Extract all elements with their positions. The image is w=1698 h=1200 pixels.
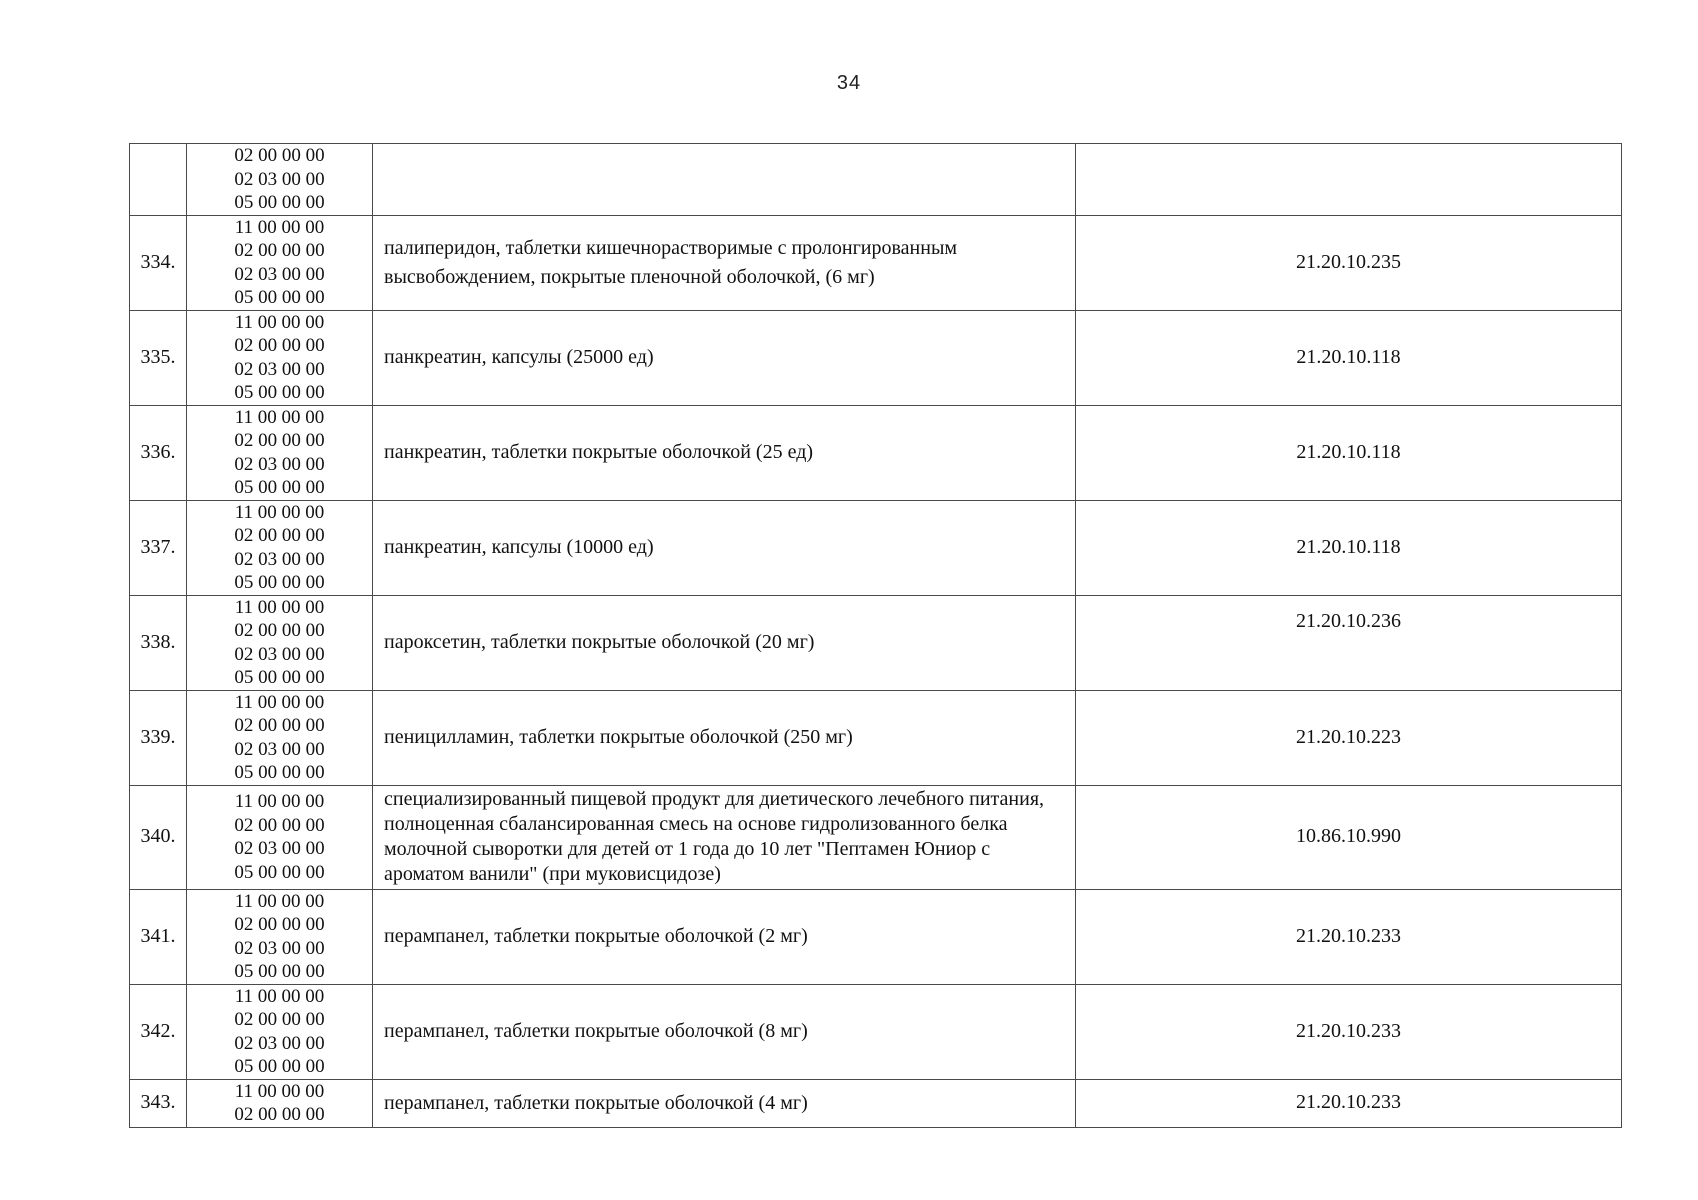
row-drug-name: пароксетин, таблетки покрытые оболочкой (20 мг)	[373, 595, 1076, 690]
code-line: 02 00 00 00	[234, 335, 325, 356]
row-number: 334.	[130, 215, 187, 310]
row-okpd-code: 21.20.10.233	[1076, 984, 1622, 1079]
code-line: 11 00 00 00	[234, 406, 325, 428]
code-line: 11 00 00 00	[234, 791, 325, 812]
row-number: 339.	[130, 690, 187, 785]
row-number: 337.	[130, 500, 187, 595]
row-okpd-code: 21.20.10.118	[1076, 310, 1622, 405]
code-line: 02 00 00 00	[234, 145, 325, 166]
code-line: 05 00 00 00	[234, 382, 325, 403]
code-line: 02 03 00 00	[234, 548, 325, 570]
table-row	[130, 500, 1622, 595]
row-okpd-code: 21.20.10.236	[1076, 595, 1622, 690]
code-line: 02 03 00 00	[234, 838, 325, 859]
row-drug-name: пеницилламин, таблетки покрытые оболочкой (250 мг)	[373, 690, 1076, 785]
row-drug-name: панкреатин, капсулы (10000 ед)	[373, 500, 1076, 595]
code-line: 05 00 00 00	[234, 762, 325, 783]
row-codes	[187, 785, 373, 889]
code-line: 05 00 00 00	[234, 861, 325, 883]
table-row	[130, 405, 1622, 500]
code-line: 05 00 00 00	[234, 287, 325, 308]
row-okpd-code: 21.20.10.118	[1076, 500, 1622, 595]
table-row	[130, 1079, 1622, 1127]
table-row	[130, 215, 1622, 310]
row-number: 335.	[130, 310, 187, 405]
row-codes	[187, 500, 373, 595]
code-line: 11 00 00 00	[234, 890, 325, 912]
page-number: 34	[836, 72, 862, 94]
code-line: 02 00 00 00	[234, 620, 325, 641]
row-drug-name	[373, 144, 1076, 216]
code-line: 02 00 00 00	[234, 430, 325, 451]
code-line: 02 00 00 00	[234, 1009, 325, 1030]
code-line: 05 00 00 00	[234, 1056, 325, 1077]
code-line: 02 00 00 00	[234, 914, 325, 935]
row-drug-name: панкреатин, таблетки покрытые оболочкой (25 ед)	[373, 405, 1076, 500]
code-line: 11 00 00 00	[234, 596, 325, 618]
code-line: 02 00 00 00	[234, 1104, 325, 1125]
row-codes	[187, 889, 373, 984]
code-line: 05 00 00 00	[234, 961, 325, 982]
code-line: 02 03 00 00	[234, 643, 325, 665]
row-codes	[187, 690, 373, 785]
code-line: 05 00 00 00	[234, 667, 325, 688]
row-okpd-code: 21.20.10.233	[1076, 1079, 1622, 1127]
row-number: 343.	[130, 1079, 187, 1127]
row-codes	[187, 405, 373, 500]
code-line: 11 00 00 00	[234, 691, 325, 713]
row-drug-name: перампанел, таблетки покрытые оболочкой (2 мг)	[373, 889, 1076, 984]
row-number: 338.	[130, 595, 187, 690]
code-line: 02 00 00 00	[234, 814, 325, 836]
code-line: 02 03 00 00	[234, 937, 325, 959]
row-okpd-code: 21.20.10.235	[1076, 215, 1622, 310]
code-line: 11 00 00 00	[234, 985, 325, 1007]
row-codes	[187, 595, 373, 690]
code-line: 11 00 00 00	[234, 216, 325, 238]
row-drug-name: панкреатин, капсулы (25000 ед)	[373, 310, 1076, 405]
row-drug-name: специализированный пищевой продукт для диетического лечебного питания, полноценная сбалансированная смесь на основе гидролизованного белка молочной сыворотки для детей от 1 года до 10 лет "Пептамен Юниор с ароматом ванили" (при муковисцидозе)	[373, 785, 1076, 889]
row-okpd-code: 21.20.10.118	[1076, 405, 1622, 500]
table-row	[130, 690, 1622, 785]
row-number: 342.	[130, 984, 187, 1079]
table-row	[130, 889, 1622, 984]
code-line: 02 00 00 00	[234, 525, 325, 546]
row-codes	[187, 1079, 373, 1127]
row-drug-name: палиперидон, таблетки кишечнорастворимые с пролонгированным высвобождением, покрытые пленочной оболочкой, (6 мг)	[373, 215, 1076, 310]
table-row	[130, 595, 1622, 690]
row-codes	[187, 215, 373, 310]
row-codes	[187, 984, 373, 1079]
row-okpd-code: 10.86.10.990	[1076, 785, 1622, 889]
code-line: 11 00 00 00	[234, 1080, 325, 1102]
table-row	[130, 984, 1622, 1079]
row-number: 341.	[130, 889, 187, 984]
code-line: 02 03 00 00	[234, 358, 325, 380]
code-line: 02 03 00 00	[234, 453, 325, 475]
code-line: 02 03 00 00	[234, 1032, 325, 1054]
code-line: 02 00 00 00	[234, 240, 325, 261]
row-number	[130, 144, 187, 216]
code-line: 11 00 00 00	[234, 501, 325, 523]
row-number: 340.	[130, 785, 187, 889]
code-line: 05 00 00 00	[234, 192, 325, 213]
row-okpd-code: 21.20.10.223	[1076, 690, 1622, 785]
code-line: 05 00 00 00	[234, 477, 325, 498]
table-row	[130, 785, 1622, 889]
row-drug-name: перампанел, таблетки покрытые оболочкой (4 мг)	[373, 1079, 1076, 1127]
code-line: 02 03 00 00	[234, 168, 325, 190]
code-line: 05 00 00 00	[234, 572, 325, 593]
row-codes	[187, 144, 373, 216]
table-row	[130, 310, 1622, 405]
code-line: 11 00 00 00	[234, 311, 325, 333]
row-drug-name: перампанел, таблетки покрытые оболочкой (8 мг)	[373, 984, 1076, 1079]
row-okpd-code: 21.20.10.233	[1076, 889, 1622, 984]
row-number: 336.	[130, 405, 187, 500]
code-line: 02 00 00 00	[234, 715, 325, 736]
drug-list-table	[129, 143, 1622, 1128]
row-codes	[187, 310, 373, 405]
code-line: 02 03 00 00	[234, 738, 325, 760]
row-okpd-code	[1076, 144, 1622, 216]
code-line: 02 03 00 00	[234, 263, 325, 285]
table-row	[130, 144, 1622, 216]
